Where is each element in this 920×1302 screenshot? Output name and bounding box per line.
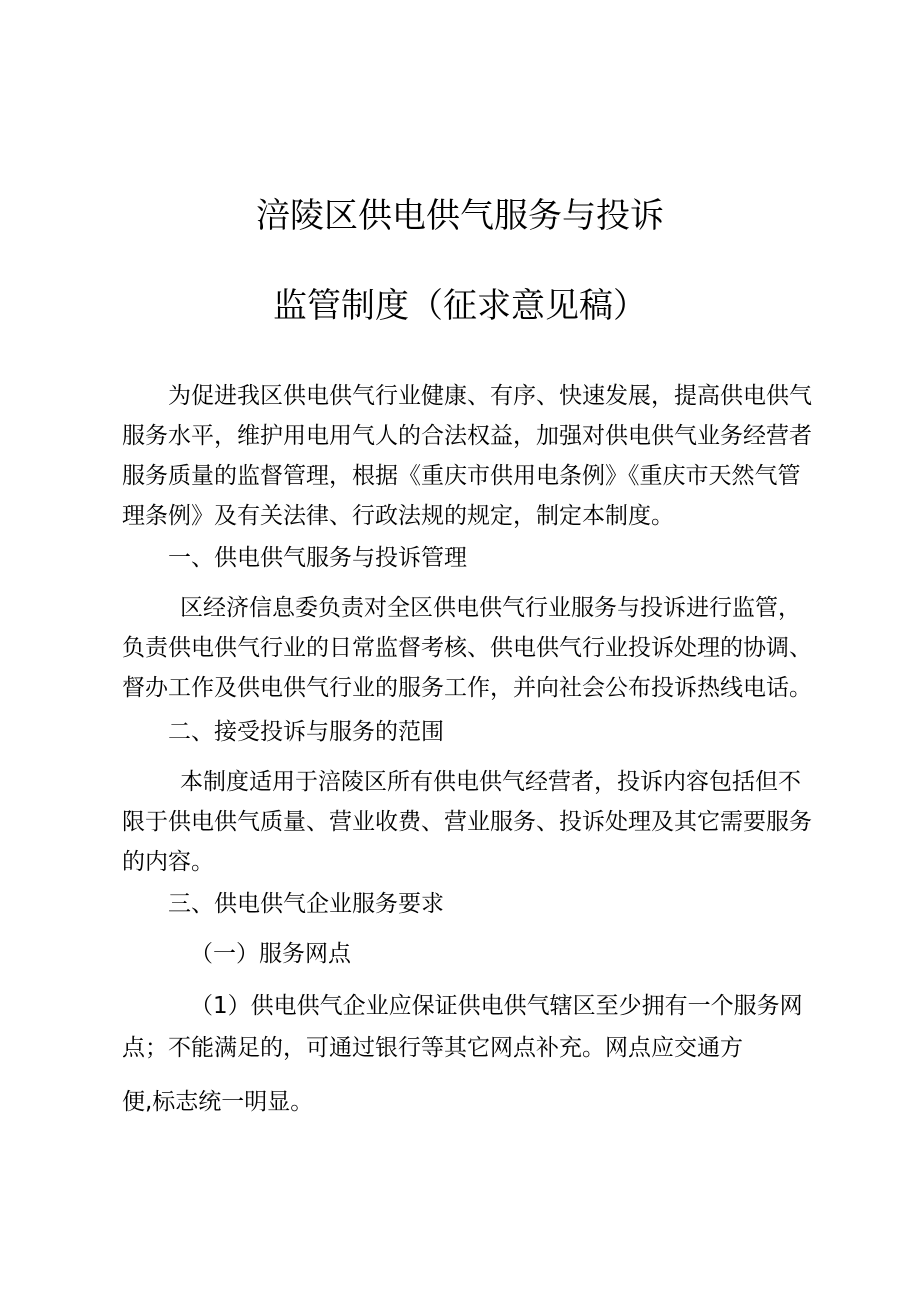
subsection-heading: （一）服务网点	[190, 941, 351, 967]
body-line: 为促进我区供电供气行业健康、有序、快速发展，提高供电供气	[168, 383, 812, 409]
document-title-line-1: 涪陵区供电供气服务与投诉	[256, 196, 664, 236]
body-line: 服务质量的监督管理，根据《重庆市供用电条例》《重庆市天然气管	[122, 463, 801, 489]
body-line: 区经济信息委负责对全区供电供气行业服务与投诉进行监管，	[180, 595, 801, 621]
body-line: 点；不能满足的，可通过银行等其它网点补充。网点应交通方	[122, 1035, 743, 1061]
body-line: 理条例》及有关法律、行政法规的规定，制定本制度。	[122, 503, 674, 529]
body-line: 便,标志统一明显。	[122, 1089, 314, 1115]
body-line: （1）供电供气企业应保证供电供气辖区至少拥有一个服务网	[190, 993, 803, 1019]
body-line: 负责供电供气行业的日常监督考核、供电供气行业投诉处理的协调、	[122, 635, 812, 661]
body-line: 本制度适用于涪陵区所有供电供气经营者，投诉内容包括但不	[180, 769, 801, 795]
section-heading: 二、接受投诉与服务的范围	[168, 719, 444, 745]
document-title-line-2: 监管制度（征求意见稿）	[273, 286, 647, 326]
body-line: 限于供电供气质量、营业收费、营业服务、投诉处理及其它需要服务	[122, 809, 812, 835]
section-heading: 一、供电供气服务与投诉管理	[168, 545, 467, 571]
section-heading: 三、供电供气企业服务要求	[168, 891, 444, 917]
body-line: 服务水平，维护用电用气人的合法权益，加强对供电供气业务经营者	[122, 423, 812, 449]
body-line: 督办工作及供电供气行业的服务工作，并向社会公布投诉热线电话。	[122, 675, 812, 701]
body-line: 的内容。	[122, 849, 214, 875]
